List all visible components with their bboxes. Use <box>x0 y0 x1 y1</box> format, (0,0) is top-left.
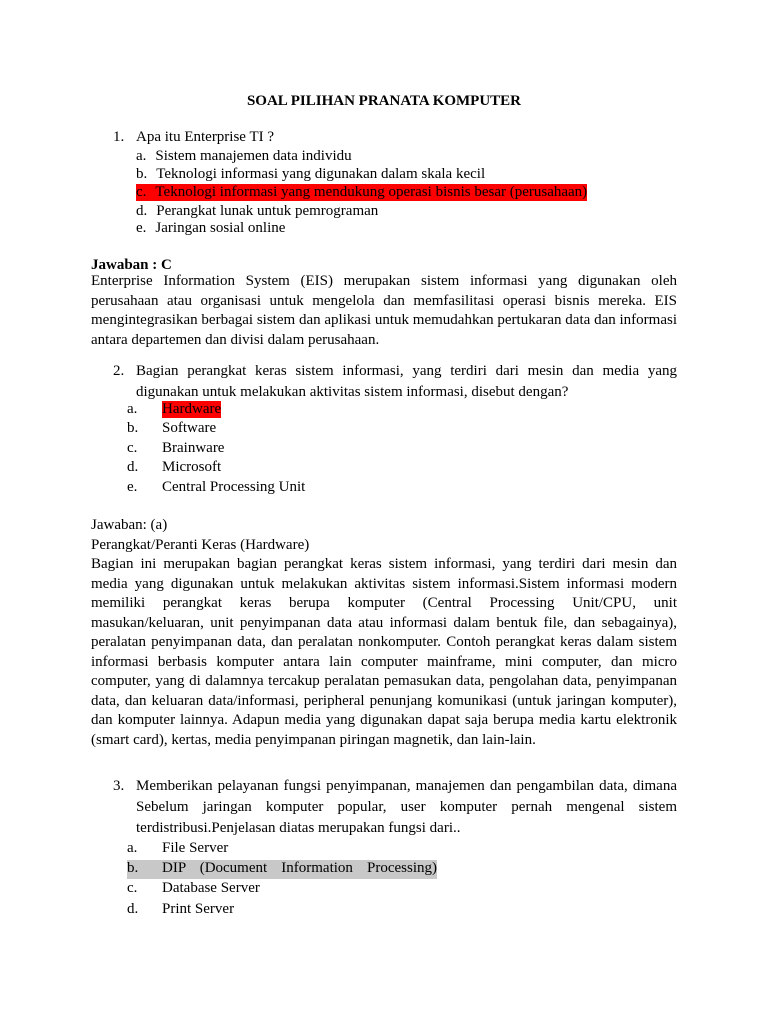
q1-number: 1. <box>113 129 125 145</box>
q1-option-d <box>136 203 378 220</box>
q1-option-a <box>136 148 352 165</box>
q2-option-d-letter: d. <box>127 459 139 475</box>
q2-option-c-text: Brainware <box>162 440 225 456</box>
q2-option-c-letter: c. <box>127 440 138 456</box>
q1-explanation: Enterprise Information System (EIS) merupakan sistem informasi yang digunakan oleh perusahaan atau organisasi untuk mengelola dan memfasilitasi operasi bisnis mereka. EIS mengintegrasikan berbagai sistem dan aplikasi untuk memudahkan pertukaran data dan informasi antara departemen dan divisi dalam perusahaan. <box>91 273 677 348</box>
q3-option-b-letter: b. <box>127 860 139 876</box>
q1-option-b-letter: b. <box>136 166 148 182</box>
q1-question: Apa itu Enterprise TI ? <box>136 129 275 145</box>
q1-option-e <box>136 220 285 237</box>
q2-question: Bagian perangkat keras sistem informasi, yang terdiri dari mesin dan media yang digunakan untuk melakukan aktivitas sistem informasi, disebut dengan? <box>136 363 677 400</box>
q3-option-d-text: Print Server <box>162 901 235 917</box>
q3-option-b-text <box>162 860 437 877</box>
q3-option-c-text: Database Server <box>162 880 260 896</box>
q3-question: Memberikan pelayanan fungsi penyimpanan, manajemen dan pengambilan data, dimana Sebelum jaringan komputer popular, user komputer pernah mengenal sistem terdistribusi.Penjelasan diatas merupakan fungsi dari.. <box>136 778 677 836</box>
q1-option-d-letter: d. <box>136 203 148 219</box>
q2-option-e-letter: e. <box>127 479 138 495</box>
q3-number: 3. <box>113 778 125 794</box>
q1-option-a-text: Sistem manajemen data individu <box>155 148 352 164</box>
q2-option-a-letter: a. <box>127 401 138 417</box>
q1-option-e-letter: e. <box>136 220 147 236</box>
q2-option-e-text: Central Processing Unit <box>162 479 306 495</box>
q2-option-d-text: Microsoft <box>162 459 222 475</box>
q3-option-a-text: File Server <box>162 840 229 856</box>
document-title: SOAL PILIHAN PRANATA KOMPUTER <box>246 93 522 109</box>
q3-option-d-letter: d. <box>127 901 139 917</box>
q2-answer-label: Jawaban: (a) <box>91 517 168 533</box>
q1-option-c <box>136 184 587 201</box>
q1-option-e-text: Jaringan sosial online <box>155 220 286 236</box>
q3-option-b-label: DIP (Document Information Processing) <box>162 860 437 876</box>
q2-answer-heading: Perangkat/Peranti Keras (Hardware) <box>91 537 310 553</box>
q1-answer-label: Jawaban : C <box>91 257 172 273</box>
q2-number: 2. <box>113 363 125 379</box>
q1-option-b-text: Teknologi informasi yang digunakan dalam skala kecil <box>156 166 486 182</box>
q2-option-b-text: Software <box>162 420 217 436</box>
q1-option-c-letter: c. <box>136 184 147 200</box>
q1-option-d-text: Perangkat lunak untuk pemrograman <box>156 203 379 219</box>
q1-option-b <box>136 166 485 183</box>
q2-option-b-letter: b. <box>127 420 139 436</box>
q2-option-a-text: Hardware <box>162 401 222 417</box>
q1-option-a-letter: a. <box>136 148 147 164</box>
q2-explanation: Bagian ini merupakan bagian perangkat keras sistem informasi, yang terdiri dari mesin dan media yang digunakan untuk melakukan aktivitas sistem informasi.Sistem informasi modern memiliki perangkat keras berupa komputer (Central Processing Unit/CPU, unit masukan/keluaran, unit penyimpanan data atau informasi dalam bentuk file, dan sebagainya), peralatan penyimpanan data, dan peralatan nonkomputer. Contoh perangkat keras dalam sistem informasi berbasis komputer antara lain computer mainframe, mini computer, dan micro computer, yang di dalamnya tercakup peralatan pemasukan data, pengolahan data, penyimpanan data, dan keluaran data/informasi, peripheral penunjang komunikasi (untuk jaringan komputer), dan komputer lainnya. Adapun media yang digunakan dapat saja berupa media kartu elektronik (smart card), kertas, media penyimpanan piringan magnetik, dan lain-lain. <box>91 556 677 748</box>
q1-option-c-text: Teknologi informasi yang mendukung operasi bisnis besar (perusahaan) <box>155 184 588 200</box>
q3-option-a-letter: a. <box>127 840 138 856</box>
q3-option-c-letter: c. <box>127 880 138 896</box>
